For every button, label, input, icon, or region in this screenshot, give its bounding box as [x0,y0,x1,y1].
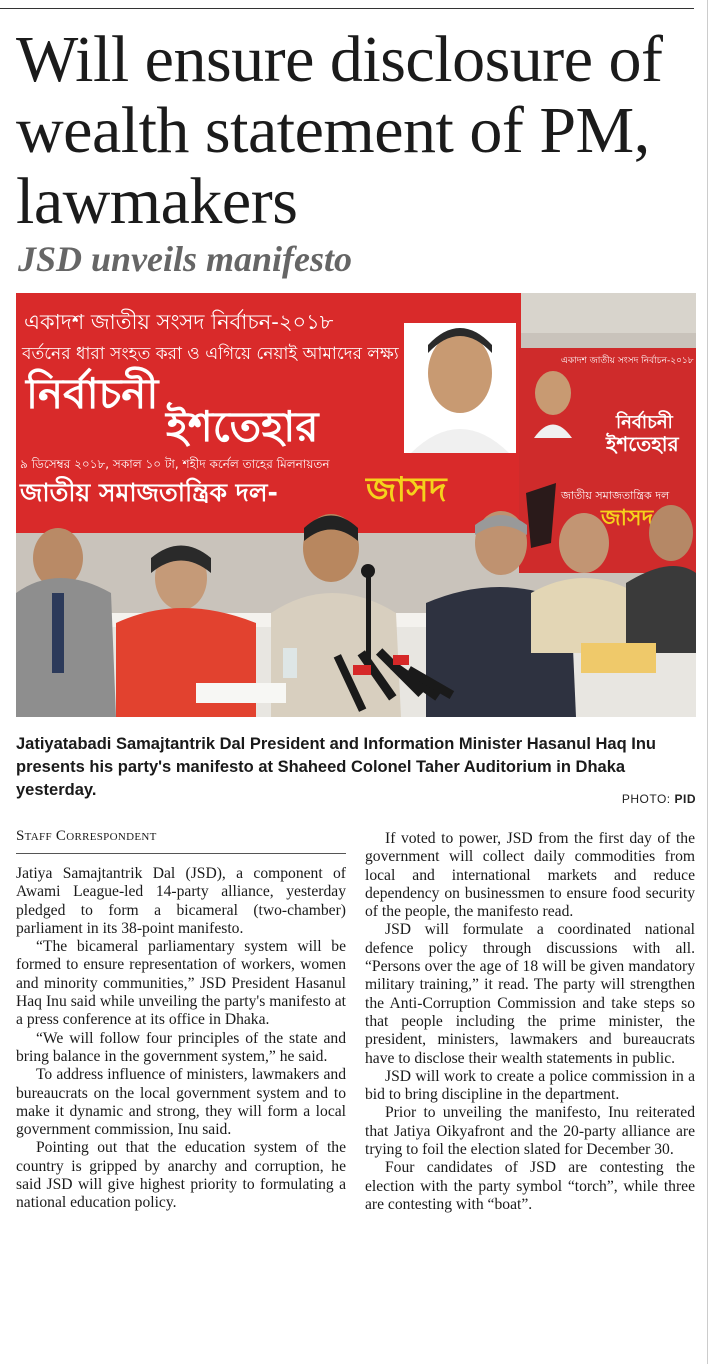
body-column-left [16,865,346,1213]
press-conference-photo [16,293,696,717]
headline: Will ensure disclosure of wealth statement of PM, lawmakers [16,23,663,238]
water-glass [283,648,297,678]
photo-credit [622,792,696,806]
right-banner-line4: জাসদ [601,506,654,531]
paragraph: Pointing out that the education system of the country is gripped by anarchy and corruption, he said JSD will give highest priority to formulating a national education policy. [16,1139,346,1212]
left-banner-line1: একাদশ জাতীয় সংসদ নির্বাচন-২০১৮ [24,310,334,334]
photo-credit-label: PHOTO: [621,792,671,806]
right-banner-line2a: নির্বাচনী [616,412,673,433]
papers-on-table [196,683,286,703]
person-5-head [559,513,609,573]
photo-caption: Jatiyatabadi Samajtantrik Dal President and Information Minister Hasanul Haq Inu presents his party's manifesto at Shaheed Colonel Taher Auditorium in Dhaka yesterday. [16,735,656,799]
person-6-head [649,505,693,561]
deck-subheadline: JSD unveils manifesto [18,239,353,279]
left-banner-line2: বর্তনের ধারা সংহত করা ও এগিয়ে নেয়াই আমাদের লক্ষ্য [22,344,399,364]
left-banner-line3b: ইশতেহার [166,402,319,451]
left-banner-line3a: নির্বাচনী [26,369,159,418]
portrait-face-left [428,333,492,413]
portrait-face-right [535,371,571,415]
photo-credit-source: PID [674,792,696,806]
person-5-shawl [531,578,641,653]
paragraph: JSD will work to create a police commission in a bid to bring discipline in the department. [365,1067,695,1104]
paragraph: Jatiya Samajtantrik Dal (JSD), a component of Awami League-led 14-party alliance, yesterday pledged to form a bicameral (two-chamber) parliament in its 38-point manifesto. [16,865,346,937]
box-on-table [581,643,656,673]
paragraph: Prior to unveiling the manifesto, Inu reiterated that Jatiya Oikyafront and the 20-party alliance are trying to foil the election slated for December 30. [365,1104,695,1159]
left-banner-line5a: জাতীয় সমাজতান্ত্রিক দল- [20,478,278,507]
right-banner-line3: জাতীয় সমাজতান্ত্রিক দল [561,489,670,502]
byline: Staff Correspondent [16,828,157,844]
paragraph: JSD will formulate a coordinated national defence policy through discussions with all. “Persons over the age of 18 will be given mandatory military training,” it read. The party will strengthen the Anti-Corruption Commission and take steps so that people including the prime minister, the president, ministers, lawmakers and bureaucrats have to disclose their wealth statements in public. [365,921,695,1067]
person-1-tie [52,593,64,673]
top-rule [0,8,694,9]
byline-rule [16,853,346,854]
right-banner-line2b: ইশতেহার [606,432,679,456]
left-banner-line5b: জাসদ [366,470,447,510]
paragraph: Four candidates of JSD are contesting the election with the party symbol “torch”, while three are contesting with “boat”. [365,1159,695,1213]
column-divider [707,0,708,1364]
paragraph: “The bicameral parliamentary system will be formed to ensure representation of workers, women and minority communities,” JSD President Hasanul Haq Inu said while unveiling the party's manifesto at a press conference at its office in Dhaka. [16,938,346,1029]
person-1-suit [16,578,116,717]
mic-stand [366,571,371,661]
right-banner-line1: একাদশ জাতীয় সংসদ নির্বাচন-২০১৮ [561,356,694,366]
paragraph: To address influence of ministers, lawmakers and bureaucrats on the local government system and to make it dynamic and strong, they will form a local government commission, Inu said. [16,1066,346,1139]
body-column-right [365,830,695,1214]
paragraph: “We will follow four principles of the state and bring balance in the government system,” he said. [16,1029,346,1065]
person-6-coat [626,566,696,653]
paragraph: If voted to power, JSD from the first day of the government will collect daily commodities from local and international markets and reduce dependency on businessmen to ensure food security of the people, the manifesto read. [365,830,695,921]
left-banner-line4: ৯ ডিসেম্বর ২০১৮, সকাল ১০ টা, শহীদ কর্নেল তাহের মিলনায়তন [20,457,330,471]
